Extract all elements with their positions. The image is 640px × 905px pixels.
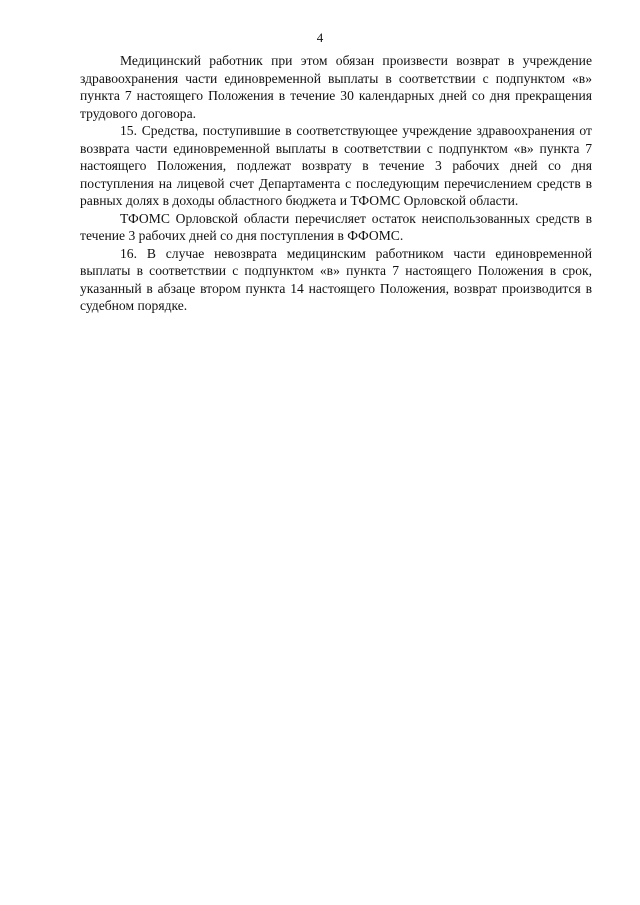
- paragraph-item-15: 15. Средства, поступившие в соответствующее учреждение здравоохранения от возврата части единовременной выплаты в соответствии с подпунктом «в» пункта 7 настоящего Положения, подлежат возврату в течение 3 рабочих дней со дня поступления на лицевой счет Департамента с последующим перечислением средств в равных долях в доходы областного бюджета и ТФОМС Орловской области.: [80, 123, 592, 208]
- paragraph-tfoms-transfer: ТФОМС Орловской области перечисляет остаток неиспользованных средств в течение 3 рабочих дней со дня поступления в ФФОМС.: [80, 210, 592, 243]
- document-body: [80, 52, 592, 315]
- paragraph-item-16: 16. В случае невозврата медицинским работником части единовременной выплаты в соответствии с подпунктом «в» пункта 7 настоящего Положения в срок, указанный в абзаце втором пункта 14 настоящего Положения, возврат производится в судебном порядке.: [80, 245, 592, 313]
- paragraph-refund-obligation: Медицинский работник при этом обязан произвести возврат в учреждение здравоохранения части единовременной выплаты в соответствии с подпунктом «в» пункта 7 настоящего Положения в течение 30 календарных дней со дня прекращения трудового договора.: [80, 53, 592, 121]
- page-number: 4: [316, 30, 324, 45]
